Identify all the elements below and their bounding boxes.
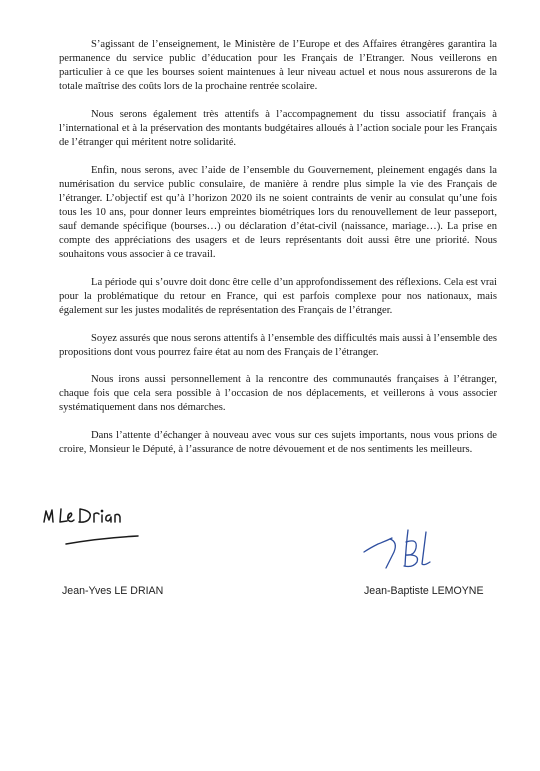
paragraph-associations: Nous serons également très attentifs à l’accompagnement du tissu associatif français à l’international et à la préservation des montants budgétaires alloués à l’action sociale pour les Français de l’étranger qui méritent notre solidarité.: [59, 108, 497, 149]
signatory-name-le-drian: Jean-Yves LE DRIAN: [62, 585, 164, 597]
paragraph-education: S’agissant de l’enseignement, le Ministère de l’Europe et des Affaires étrangères garantira la permanence du service public d’éducation pour les Français de l’Etranger. Nous veillerons en particulier à ce que les bourses soient maintenues à leur niveau actuel et nous nous assurerons de la totale maîtrise des coûts lors de la prochaine rentrée scolaire.: [59, 39, 497, 93]
signature-le-drian: [40, 502, 150, 552]
letter-body: [59, 38, 497, 471]
paragraph-consular-digitization: Enfin, nous serons, avec l’aide de l’ensemble du Gouvernement, pleinement engagés dans la numérisation du service public consulaire, de manière à rendre plus simple la vie des Français de l’étranger. L’objectif est qu’à l’horizon 2020 ils ne soient contraints de venir au consulat qu’une fois tous les 10 ans, pour donner leurs empreintes biométriques lors du renouvellement de leur passeport, sauf demande spécifique (bourses…) ou déclaration d’état-civil (naissance, mariage…). La prise en compte des appréciations des usagers et de leurs représentants doit aussi être une priorité. Nous souhaitons vous associer à ce travail.: [59, 164, 497, 261]
signature-lemoyne-drawing: [360, 522, 456, 578]
paragraph-visits: Nous irons aussi personnellement à la rencontre des communautés françaises à l’étranger, chaque fois que cela sera possible à l’occasion de nos déplacements, et veillerons à vous associer systématiquement dans nos démarches.: [59, 374, 497, 414]
paragraph-closing: Dans l’attente d’échanger à nouveau avec vous sur ces sujets importants, nous vous prions de croire, Monsieur le Député, à l’assurance de notre dévouement et de nos sentiments les meilleurs.: [59, 430, 497, 456]
signatory-name-lemoyne: Jean-Baptiste LEMOYNE: [364, 585, 484, 597]
paragraph-proposals: Soyez assurés que nous serons attentifs à l’ensemble des difficultés mais aussi à l’ensemble des propositions dont vous pourrez faire état au nom des Français de l’étranger.: [59, 332, 497, 358]
signature-le-drian-drawing: [40, 502, 150, 552]
paragraph-reflections: La période qui s’ouvre doit donc être celle d’un approfondissement des réflexions. Cela est vrai pour la problématique du retour en France, qui est parfois complexe pour nos nationaux, mais également sur les justes modalités de représentation des Français de l’étranger.: [59, 276, 497, 316]
signature-lemoyne: [360, 522, 456, 578]
